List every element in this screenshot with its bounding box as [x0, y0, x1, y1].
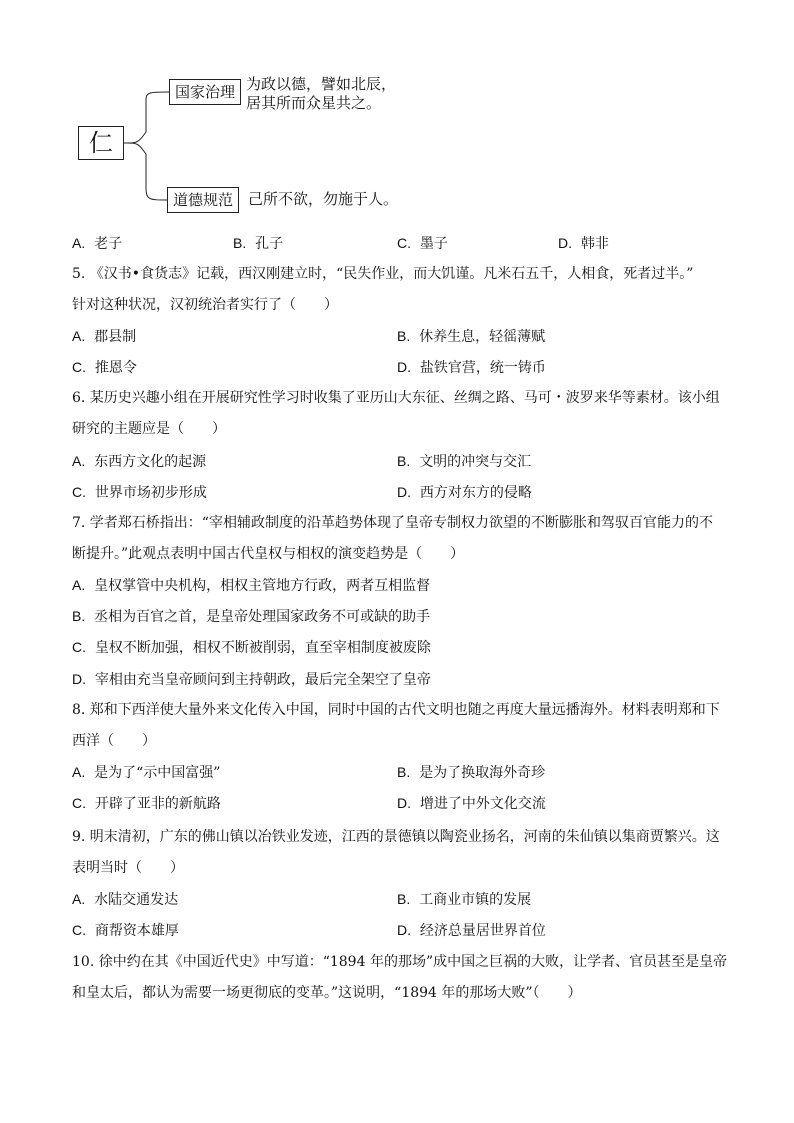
option-mark: B.: [72, 608, 86, 624]
option-mark: A.: [72, 235, 86, 251]
option-mark: B.: [397, 764, 411, 780]
q5-stem-line: 5. 《汉书•食货志》记载，西汉刚建立时，“民失作业，而大饥谨。凡米石五千，人相食，死者过半。”: [72, 266, 694, 282]
option-mark: A.: [72, 577, 86, 593]
q6-option-a[interactable]: [72, 451, 206, 472]
option-text: 宰相由充当皇帝顾问到主持朝政，最后完全架空了皇帝: [94, 672, 431, 688]
q8-stem-line: 西洋（ ）: [72, 733, 156, 749]
q5-option-a[interactable]: [72, 326, 136, 347]
option-mark: A.: [72, 764, 86, 780]
q8-stem-line: 8. 郑和下西洋使大量外来文化传入中国，同时中国的古代文明也随之再度大量远播海外。材料表明郑和下: [72, 702, 720, 718]
q6-option-b[interactable]: [397, 451, 531, 472]
q5-option-b[interactable]: [397, 326, 545, 347]
q6-option-d[interactable]: [397, 482, 532, 503]
diagram-quote-governance: [246, 75, 396, 113]
option-text: 商帮资本雄厚: [94, 923, 179, 939]
option-mark: C.: [72, 922, 86, 938]
q7-option-c[interactable]: [72, 637, 431, 658]
option-text: 增进了中外文化交流: [419, 796, 546, 812]
q7-option-b[interactable]: [72, 606, 430, 627]
q7-stem-line: 7. 学者郑石桥指出：“宰相辅政制度的沿革趋势体现了皇帝专制权力欲望的不断膨胀和驾驭百官能力的不: [72, 515, 713, 531]
option-mark: B.: [397, 328, 411, 344]
option-mark: B.: [397, 453, 411, 469]
option-mark: C.: [72, 484, 86, 500]
option-text: 东西方文化的起源: [94, 454, 207, 470]
concept-diagram: [0, 0, 794, 230]
option-text: 盐铁官营，统一铸币: [419, 360, 546, 376]
option-mark: D.: [397, 795, 411, 811]
option-text: 休养生息，轻徭薄赋: [419, 329, 546, 345]
q7-option-d[interactable]: [72, 669, 431, 690]
option-mark: C.: [72, 359, 86, 375]
q9-stem-line: 9. 明末清初，广东的佛山镇以冶铁业发迹，江西的景德镇以陶瓷业扬名，河南的朱仙镇以集商贾繁兴。这: [72, 829, 720, 845]
option-mark: D.: [558, 235, 572, 251]
quote-line: 己所不欲，勿施于人。: [248, 190, 399, 208]
option-text: 西方对东方的侵略: [419, 485, 532, 501]
q8-option-c[interactable]: [72, 793, 221, 814]
q9-option-b[interactable]: [397, 889, 531, 910]
option-mark: A.: [72, 453, 86, 469]
option-text: 世界市场初步形成: [94, 485, 207, 501]
diagram-quote-morality: [248, 190, 398, 209]
q4-option-c[interactable]: [397, 233, 448, 254]
option-text: 郡县制: [94, 329, 137, 345]
q7-stem-line: 断提升。”此观点表明中国古代皇权与相权的演变趋势是（ ）: [72, 546, 465, 562]
option-text: 工商业市镇的发展: [419, 892, 532, 908]
q9-option-c[interactable]: [72, 920, 179, 941]
option-text: 经济总量居世界首位: [419, 923, 546, 939]
q7-option-a[interactable]: [72, 575, 430, 596]
q5-option-c[interactable]: [72, 357, 137, 378]
option-mark: C.: [397, 235, 411, 251]
option-text: 皇权不断加强，相权不断被削弱，直至宰相制度被废除: [94, 640, 431, 656]
q9-option-a[interactable]: [72, 889, 178, 910]
q4-option-d[interactable]: [558, 233, 609, 254]
q4-option-b[interactable]: [233, 233, 283, 254]
option-mark: C.: [72, 795, 86, 811]
option-text: 文明的冲突与交汇: [419, 454, 532, 470]
diagram-branch-morality: 道德规范: [167, 187, 239, 213]
diagram-branch-governance: 国家治理: [169, 79, 241, 105]
q9-stem-line: 表明当时（ ）: [72, 860, 184, 876]
option-text: 水陆交通发达: [94, 892, 179, 908]
option-mark: A.: [72, 891, 86, 907]
option-text: 丞相为百官之首，是皇帝处理国家政务不可或缺的助手: [94, 609, 431, 625]
q6-stem-line: 研究的主题应是（ ）: [72, 421, 226, 437]
diagram-center-box: 仁: [78, 126, 124, 160]
option-text: 老子: [94, 236, 123, 252]
q9-option-d[interactable]: [397, 920, 546, 941]
option-mark: D.: [397, 359, 411, 375]
option-text: 开辟了亚非的新航路: [94, 796, 221, 812]
option-text: 皇权掌管中央机构，相权主管地方行政，两者互相监督: [94, 578, 431, 594]
option-text: 墨子: [419, 236, 448, 252]
q10-stem-line: 10. 徐中约在其《中国近代史》中写道：“1894 年的那场”成中国之巨祸的大败，让学者、官员甚至是皇帝: [72, 954, 728, 970]
option-mark: B.: [233, 235, 247, 251]
q6-stem-line: 6. 某历史兴趣小组在开展研究性学习时收集了亚历山大东征、丝绸之路、马可・波罗来华等素材。该小组: [72, 390, 720, 406]
option-mark: D.: [72, 671, 86, 687]
q8-option-d[interactable]: [397, 793, 546, 814]
option-text: 是为了“示中国富强”: [94, 765, 221, 781]
option-text: 是为了换取海外奇珍: [419, 765, 546, 781]
option-mark: D.: [397, 922, 411, 938]
option-text: 推恩令: [94, 360, 137, 376]
quote-line: 居其所而众星共之。: [246, 94, 382, 112]
option-text: 孔子: [255, 236, 284, 252]
q5-stem-line: 针对这种状况，汉初统治者实行了（ ）: [72, 297, 338, 313]
q8-option-a[interactable]: [72, 762, 220, 783]
q5-option-d[interactable]: [397, 357, 546, 378]
option-mark: C.: [72, 639, 86, 655]
option-text: 韩非: [580, 236, 609, 252]
q4-option-a[interactable]: [72, 233, 122, 254]
option-mark: A.: [72, 328, 86, 344]
q6-option-c[interactable]: [72, 482, 207, 503]
quote-line: 为政以德，譬如北辰，: [246, 75, 397, 93]
option-mark: B.: [397, 891, 411, 907]
q10-stem-line: 和皇太后，都认为需要一场更彻底的变革。”这说明，“1894 年的那场大败”（ ）: [72, 985, 582, 1001]
option-mark: D.: [397, 484, 411, 500]
q8-option-b[interactable]: [397, 762, 545, 783]
